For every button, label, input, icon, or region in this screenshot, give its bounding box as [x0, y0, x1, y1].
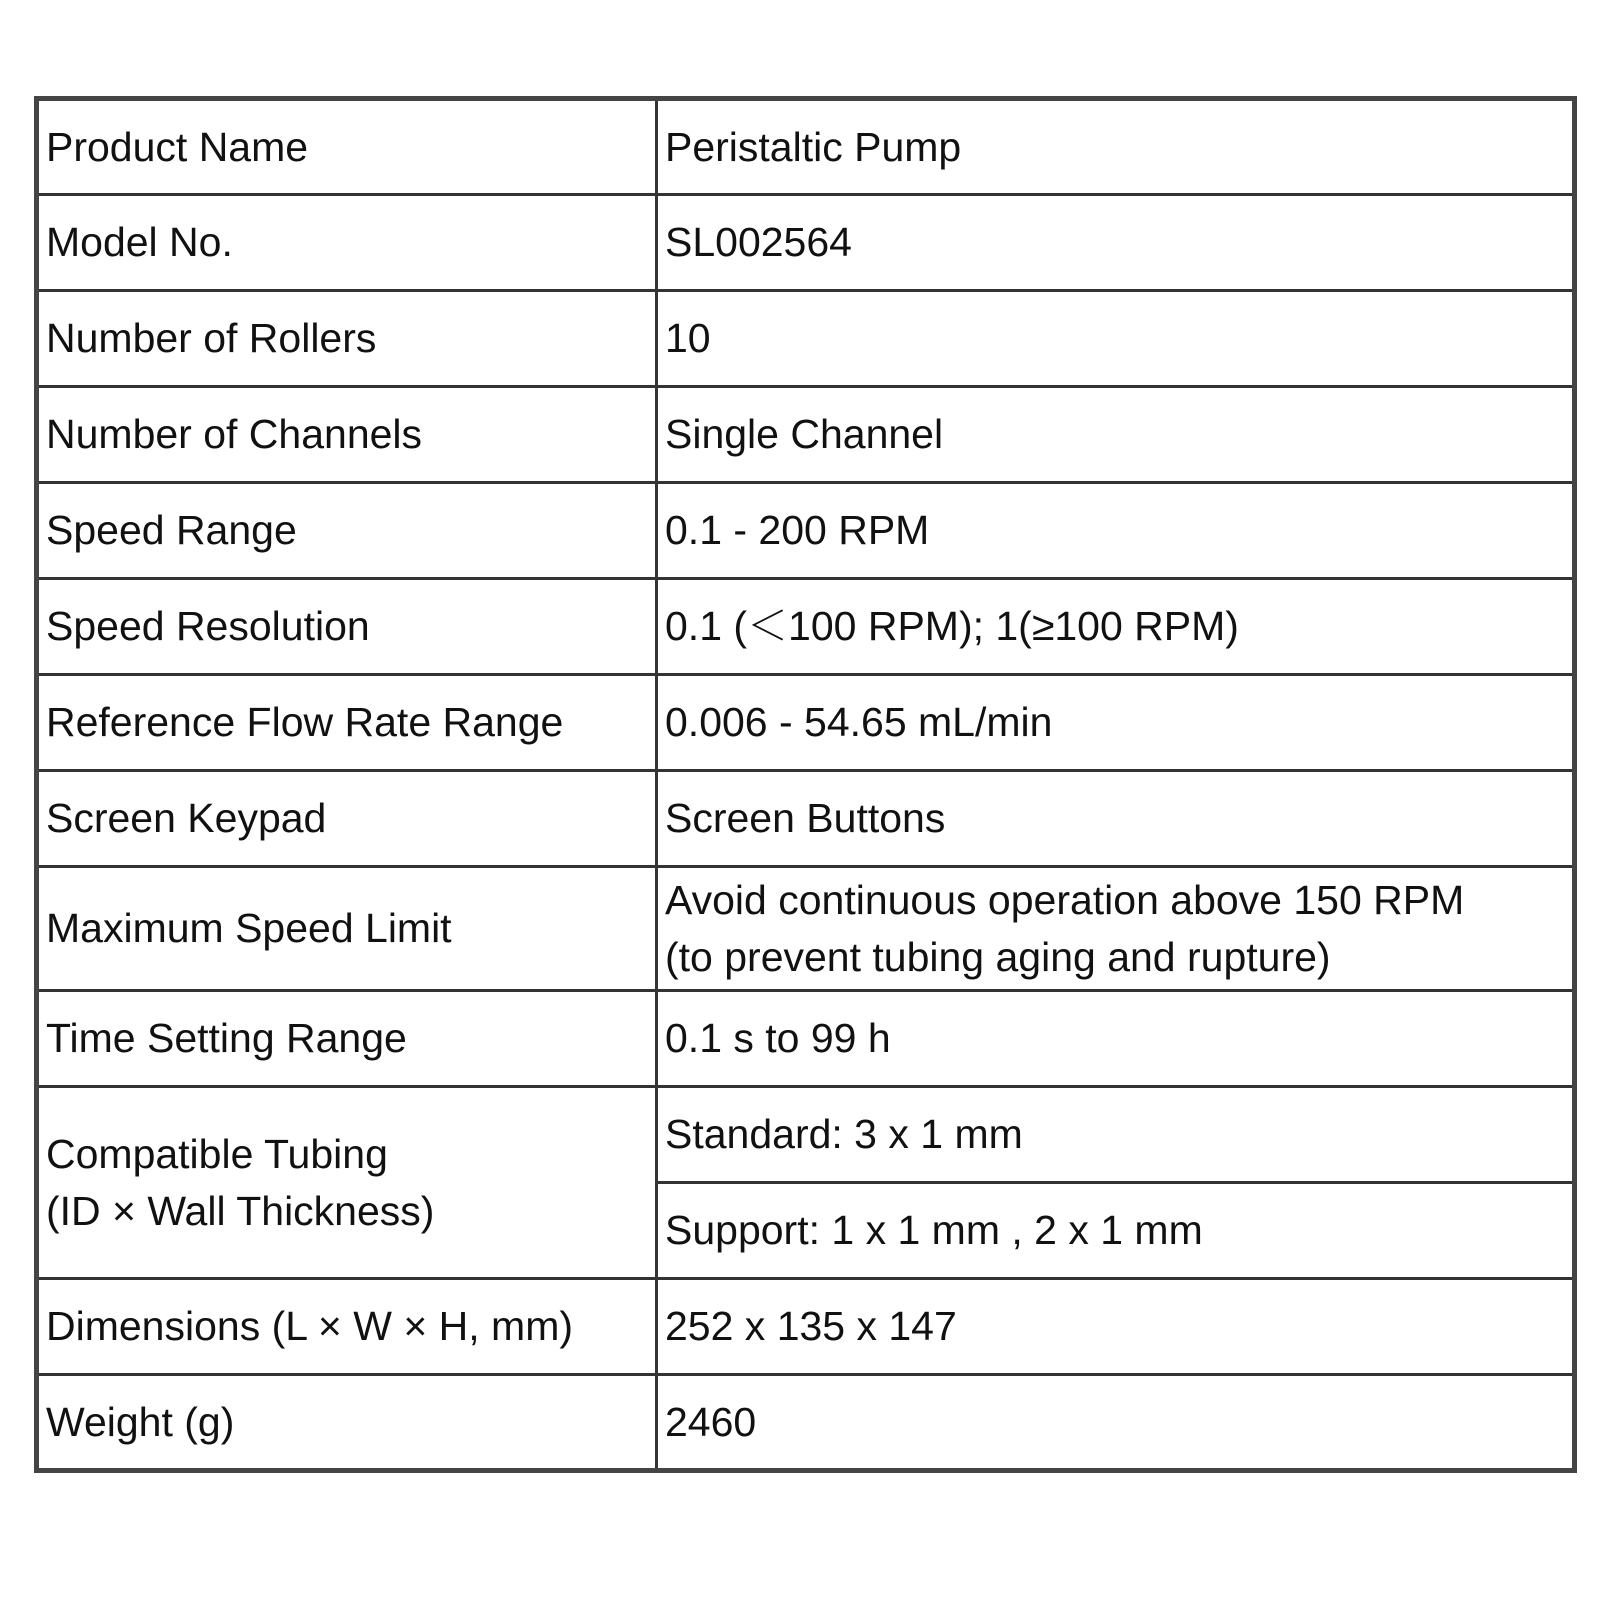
- spec-value-line: (to prevent tubing aging and rupture): [665, 933, 1331, 980]
- spec-value: 252 x 135 x 147: [657, 1279, 1575, 1375]
- spec-label-line: (ID × Wall Thickness): [46, 1187, 435, 1234]
- spec-value: Standard: 3 x 1 mm: [657, 1087, 1575, 1183]
- spec-label: Maximum Speed Limit: [37, 867, 657, 991]
- spec-value: 0.1 - 200 RPM: [657, 483, 1575, 579]
- spec-value: [657, 867, 1575, 991]
- table-row: [37, 291, 1575, 387]
- spec-label: Weight (g): [37, 1375, 657, 1471]
- table-row: [37, 991, 1575, 1087]
- spec-value: 10: [657, 291, 1575, 387]
- spec-label: Number of Channels: [37, 387, 657, 483]
- table-row: [37, 675, 1575, 771]
- spec-value: Support: 1 x 1 mm , 2 x 1 mm: [657, 1183, 1575, 1279]
- spec-value: Single Channel: [657, 387, 1575, 483]
- spec-label: Product Name: [37, 99, 657, 195]
- spec-value: 2460: [657, 1375, 1575, 1471]
- spec-value-line: Avoid continuous operation above 150 RPM: [665, 876, 1465, 923]
- spec-label: Time Setting Range: [37, 991, 657, 1087]
- spec-label: Screen Keypad: [37, 771, 657, 867]
- table-row: [37, 1087, 1575, 1183]
- table-row: [37, 579, 1575, 675]
- spec-value: Screen Buttons: [657, 771, 1575, 867]
- spec-label: Dimensions (L × W × H, mm): [37, 1279, 657, 1375]
- table-row: [37, 195, 1575, 291]
- table-row: [37, 1279, 1575, 1375]
- table-row: [37, 99, 1575, 195]
- spec-label: Model No.: [37, 195, 657, 291]
- spec-value: 0.006 - 54.65 mL/min: [657, 675, 1575, 771]
- table-row: [37, 483, 1575, 579]
- spec-value: 0.1 s to 99 h: [657, 991, 1575, 1087]
- spec-table: [34, 96, 1577, 1473]
- spec-label: Speed Resolution: [37, 579, 657, 675]
- spec-value: Peristaltic Pump: [657, 99, 1575, 195]
- spec-label: Speed Range: [37, 483, 657, 579]
- spec-value: SL002564: [657, 195, 1575, 291]
- table-row: [37, 1375, 1575, 1471]
- table-row: [37, 387, 1575, 483]
- spec-value: 0.1 (＜100 RPM); 1(≥100 RPM): [657, 579, 1575, 675]
- table-row: [37, 771, 1575, 867]
- table-row: [37, 867, 1575, 991]
- spec-label: Number of Rollers: [37, 291, 657, 387]
- spec-label-line: Compatible Tubing: [46, 1130, 388, 1177]
- spec-label: [37, 1087, 657, 1279]
- spec-label: Reference Flow Rate Range: [37, 675, 657, 771]
